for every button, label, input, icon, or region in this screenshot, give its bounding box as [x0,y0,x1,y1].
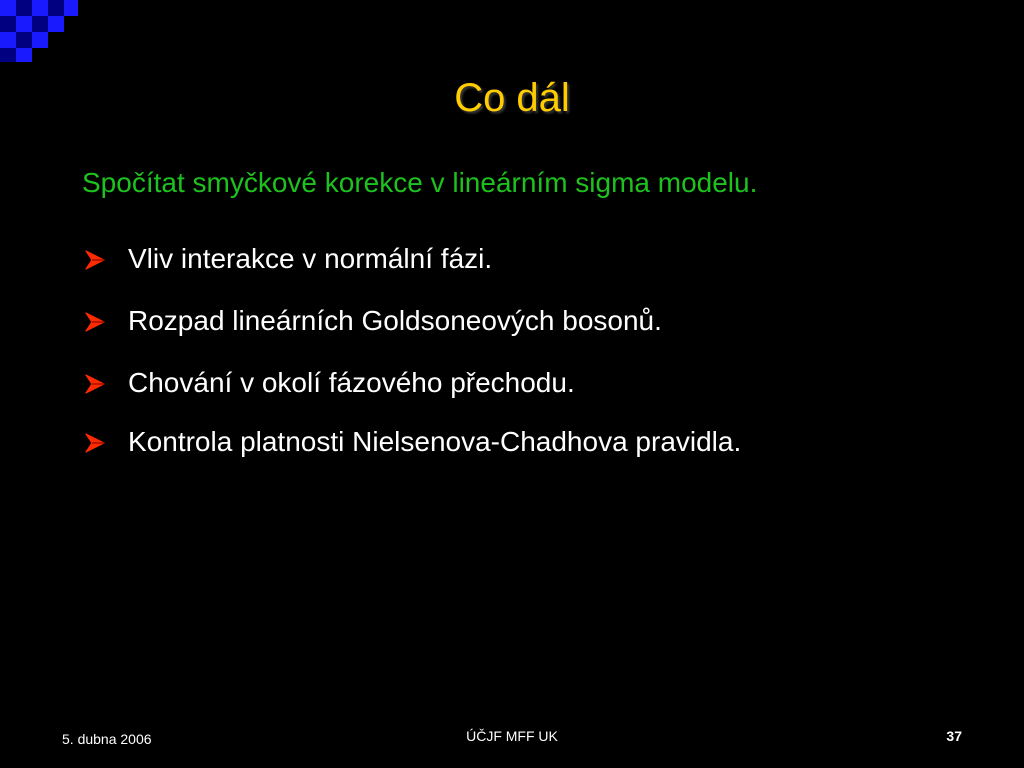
slide-title: Co dál [454,76,570,120]
bullet-text: Kontrola platnosti Nielsenova-Chadhova pravidla. [128,426,742,457]
arrow-bullet-icon [84,373,106,395]
bullet-text: Chování v okolí fázového přechodu. [128,367,575,398]
arrow-bullet-icon [84,249,106,271]
slide-subtitle: Spočítat smyčkové korekce v lineárním sigma modelu. [82,167,758,198]
footer-date: 5. dubna 2006 [62,731,152,747]
footer-institution: ÚČJF MFF UK [466,728,558,744]
corner-checker-decoration [0,0,80,64]
bullet-text: Vliv interakce v normální fázi. [128,243,493,274]
arrow-bullet-icon [84,311,106,333]
footer-page-number: 37 [946,728,962,744]
bullet-text: Rozpad lineárních Goldsoneových bosonů. [128,305,662,336]
arrow-bullet-icon [84,432,106,454]
